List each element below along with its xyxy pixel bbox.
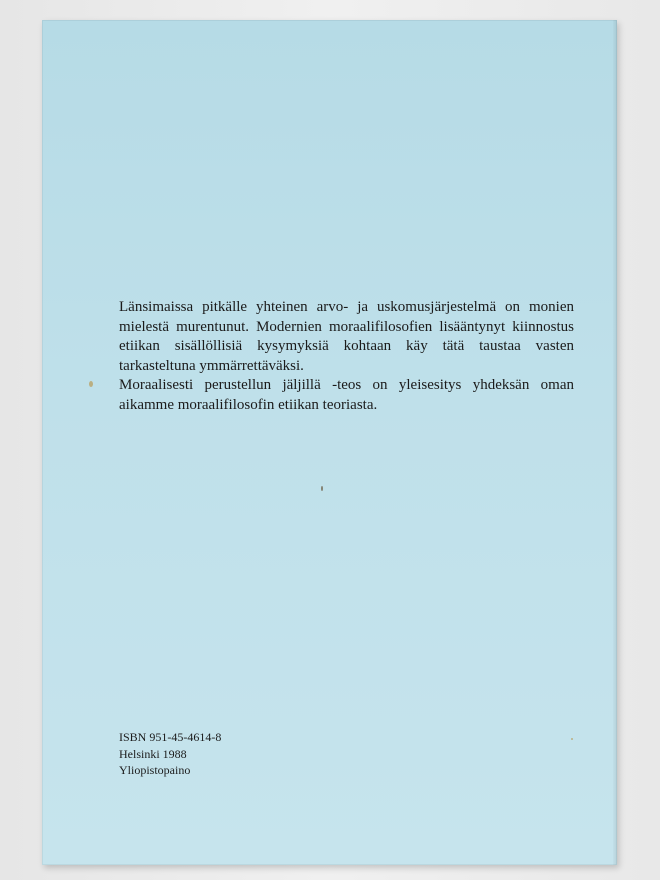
paper-speck xyxy=(571,738,573,740)
blurb-paragraph-1: Länsimaissa pitkälle yhteinen arvo- ja uskomusjärjestelmä on monien mielestä murentunut. Modernien moraalifilosofien lisääntynyt kiinnostus etiikan sisällöllisiä kysymyksiä kohtaan käy tätä taustaa vasten tarkasteltuna ymmärrettäväksi. xyxy=(119,299,574,374)
blurb-text xyxy=(119,298,574,416)
paper-speck xyxy=(89,381,93,387)
imprint-block xyxy=(119,729,221,779)
book-back-cover xyxy=(42,20,617,865)
isbn-line: ISBN 951-45-4614-8 xyxy=(119,730,222,744)
place-year-line: Helsinki 1988 xyxy=(119,746,187,761)
cover-edge-shadow xyxy=(613,20,617,865)
paper-speck xyxy=(321,486,323,491)
blurb-paragraph-2: Moraalisesti perustellun jäljillä -teos on yleisesitys yhdeksän oman aikamme moraalifilosofin etiikan teoriasta. xyxy=(119,377,574,413)
publisher-line: Yliopistopaino xyxy=(119,763,191,777)
